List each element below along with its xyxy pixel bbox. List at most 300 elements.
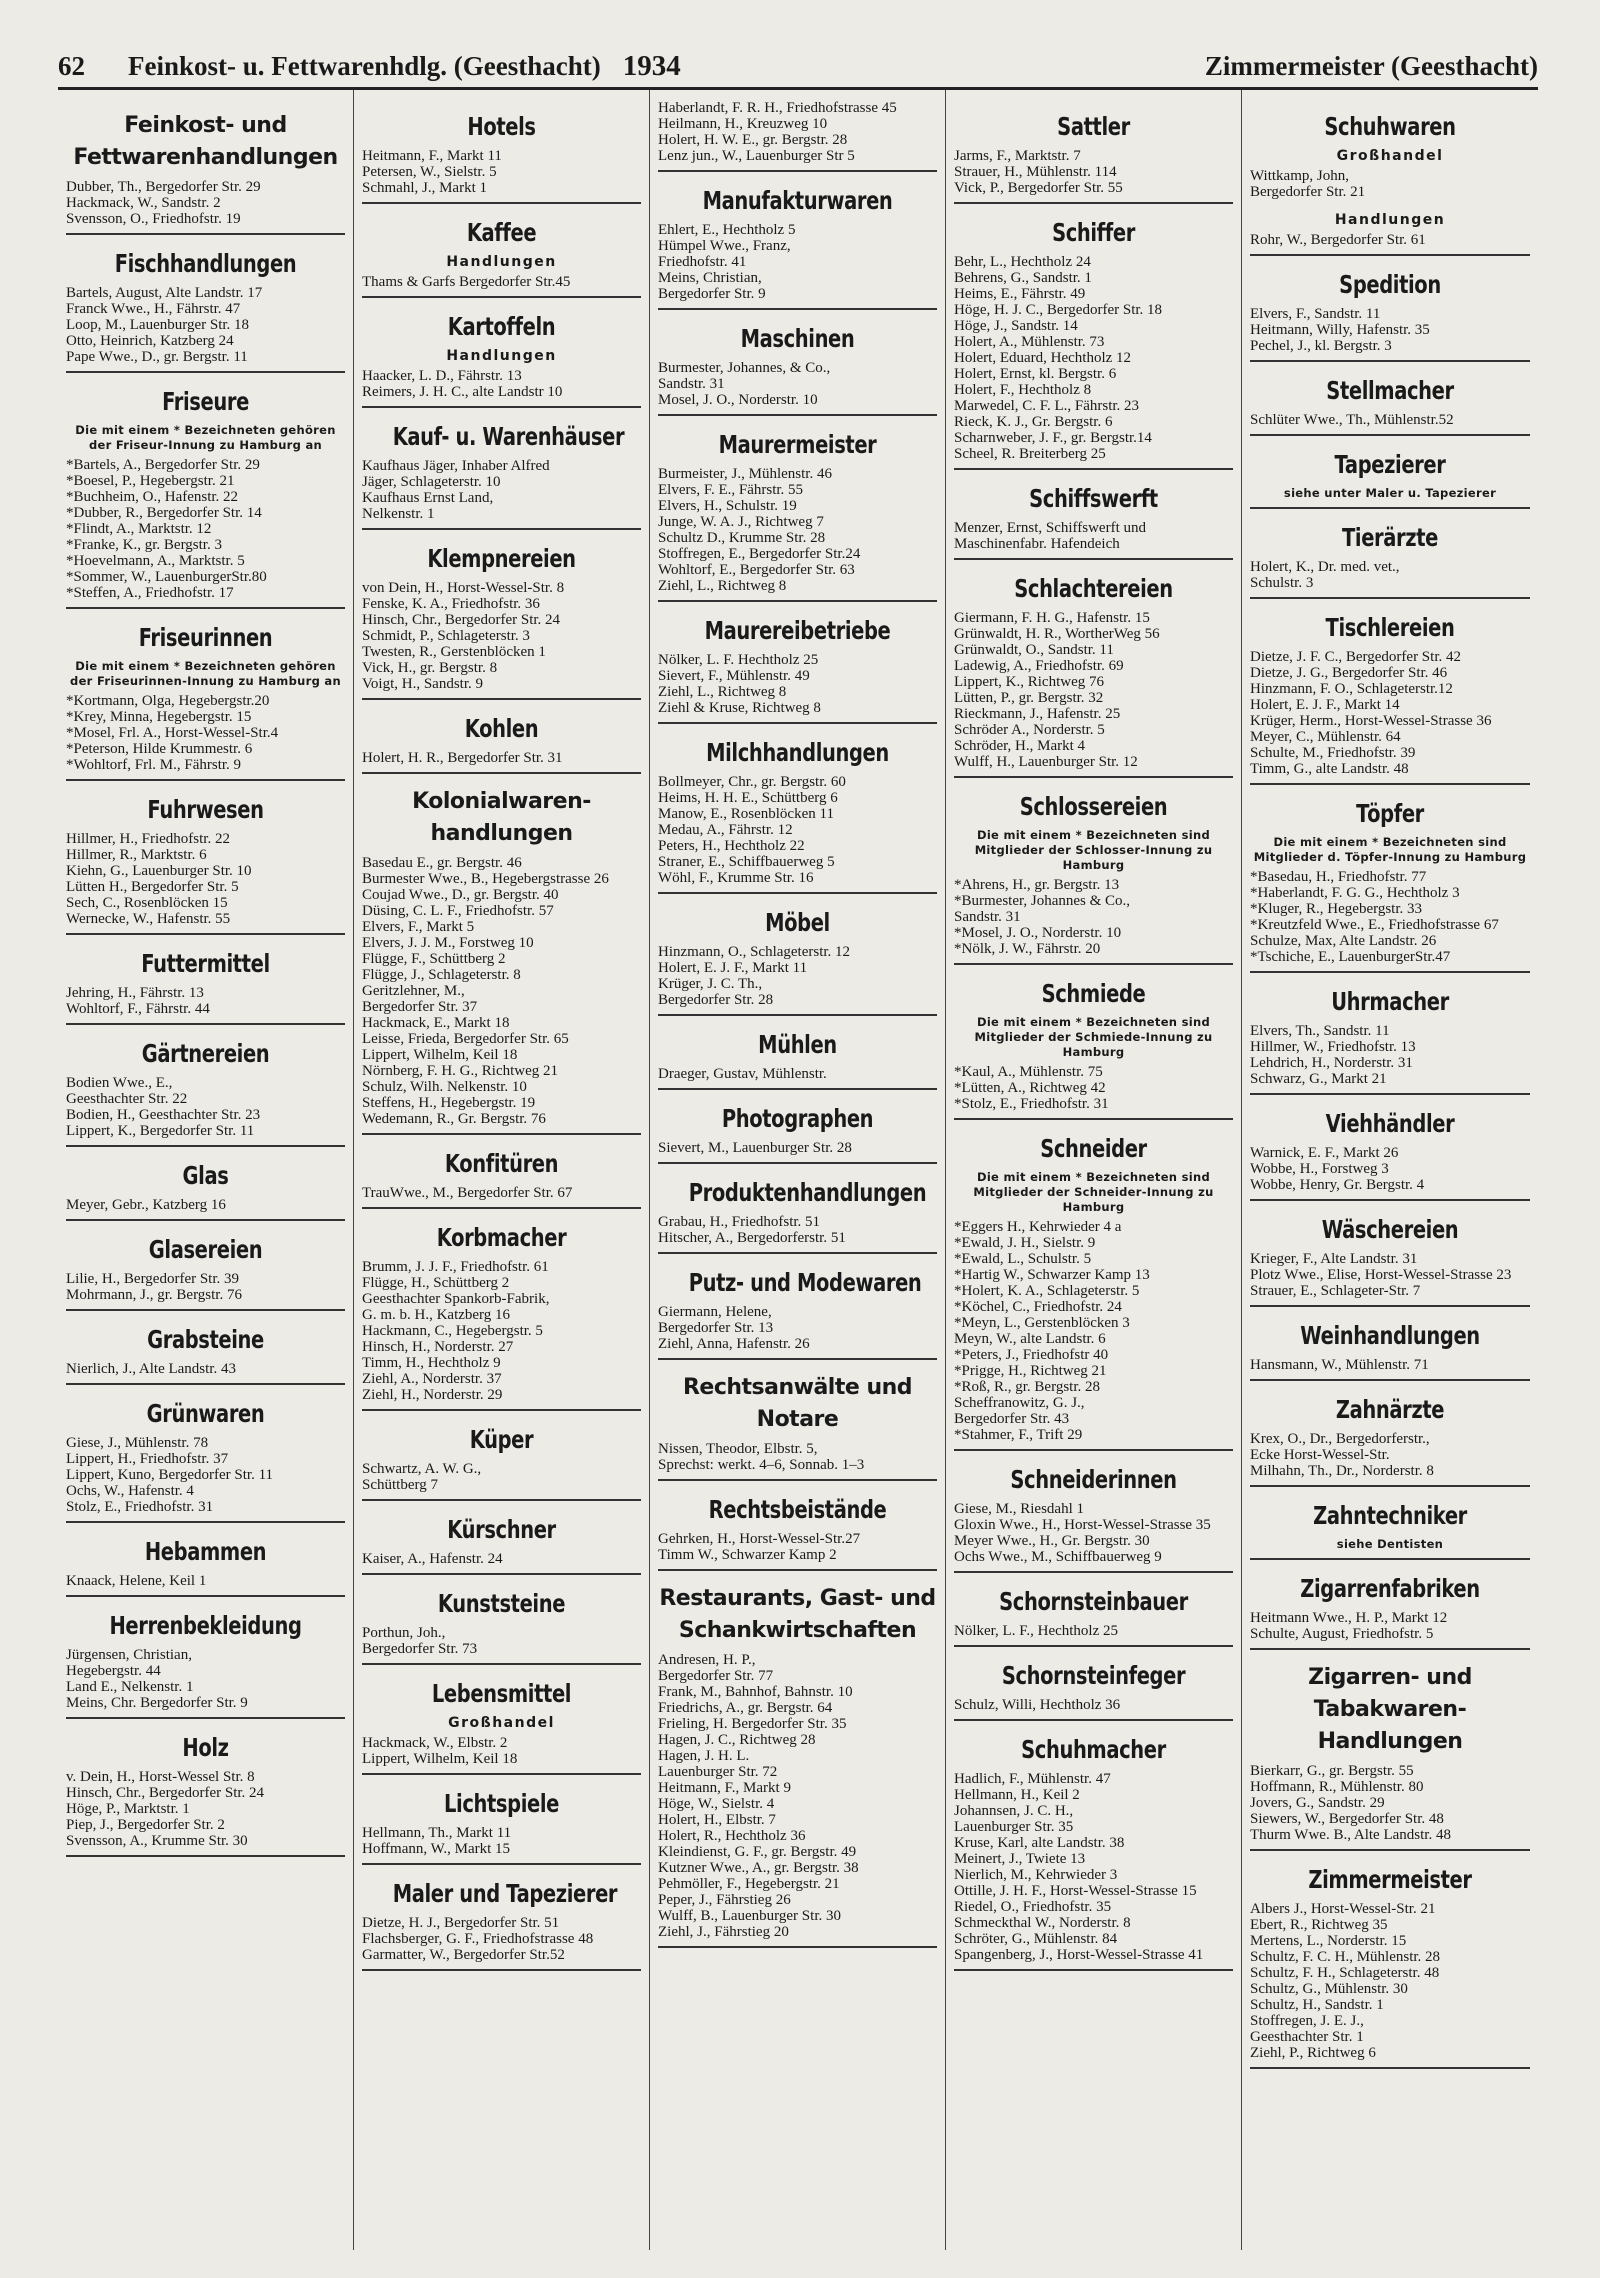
directory-entry: Nölker, L. F. Hechtholz 25 — [658, 652, 819, 668]
directory-section — [954, 790, 1233, 965]
directory-section — [1250, 1393, 1530, 1487]
section-note: Die mit einem * Bezeichneten sind Mitglieder der Schmiede-Innung zu Hamburg — [974, 1015, 1213, 1059]
directory-section — [362, 1147, 641, 1209]
directory-entry: Schultz, H., Sandstr. 1 — [1250, 1997, 1384, 2013]
section-divider — [658, 1162, 937, 1164]
directory-entry: Schröder A., Norderstr. 5 — [954, 722, 1105, 738]
directory-entry: Johannsen, J. C. H., — [954, 1803, 1074, 1819]
directory-entry: Wedemann, R., Gr. Bergstr. 76 — [362, 1111, 546, 1127]
directory-section — [658, 184, 937, 310]
directory-entry: *Roß, R., gr. Bergstr. 28 — [954, 1379, 1100, 1395]
section-divider — [66, 371, 345, 373]
directory-entry: Schultz, F. H., Schlageterstr. 48 — [1250, 1965, 1440, 1981]
directory-entry: Hagen, J. C., Richtweg 28 — [658, 1732, 816, 1748]
directory-entry: Hoffmann, W., Markt 15 — [362, 1841, 511, 1857]
directory-entry: Brumm, J. J. F., Friedhofstr. 61 — [362, 1259, 549, 1275]
directory-section — [658, 322, 937, 416]
section-note: siehe unter Maler u. Tapezierer — [1283, 486, 1497, 500]
directory-entry: Burmeister, J., Mühlenstr. 46 — [658, 466, 832, 482]
directory-section — [362, 1787, 641, 1865]
directory-section — [66, 110, 345, 235]
section-divider — [362, 528, 641, 530]
directory-entry: Mosel, J. O., Norderstr. 10 — [658, 392, 818, 408]
directory-entry: Schulte, August, Friedhofstr. 5 — [1250, 1626, 1434, 1642]
section-divider — [362, 296, 641, 298]
directory-entry: Voigt, H., Sandstr. 9 — [362, 676, 483, 692]
directory-entry: Rieckmann, J., Hafenstr. 25 — [954, 706, 1121, 722]
section-heading: Manufakturwaren — [702, 186, 893, 215]
directory-entry: Lehdrich, H., Norderstr. 31 — [1250, 1055, 1413, 1071]
section-divider — [954, 202, 1233, 204]
directory-entry: Rohr, W., Bergedorfer Str. 61 — [1250, 232, 1426, 248]
section-heading: Grünwaren — [146, 1399, 265, 1428]
section-divider — [66, 933, 345, 935]
directory-entry: Schlüter Wwe., Th., Mühlenstr.52 — [1250, 412, 1454, 428]
directory-entry: Geesthachter Str. 1 — [1250, 2029, 1364, 2045]
directory-entry: Krüger, Herm., Horst-Wessel-Strasse 36 — [1250, 713, 1492, 729]
directory-entry: *Flindt, A., Marktstr. 12 — [66, 521, 212, 537]
directory-entry: Hackmann, C., Hegebergstr. 5 — [362, 1323, 543, 1339]
section-note: siehe Dentisten — [1336, 1537, 1444, 1551]
section-heading: Uhrmacher — [1331, 987, 1449, 1016]
directory-entry: Gehrken, H., Horst-Wessel-Str.27 — [658, 1531, 861, 1547]
section-divider — [66, 779, 345, 781]
directory-entry: Holert, Eduard, Hechtholz 12 — [954, 350, 1132, 366]
directory-section — [1250, 1863, 1530, 2069]
directory-section — [66, 621, 345, 781]
directory-entry: Dietze, J. G., Bergedorfer Str. 46 — [1250, 665, 1448, 681]
section-heading: Mühlen — [758, 1030, 837, 1059]
directory-entry: Ochs Wwe., M., Schiffbauerweg 9 — [954, 1549, 1162, 1565]
directory-section — [362, 712, 641, 774]
directory-entry: Stoffregen, E., Bergedorfer Str.24 — [658, 546, 861, 562]
directory-section — [1250, 1213, 1530, 1307]
directory-section — [362, 1513, 641, 1575]
directory-section — [1250, 268, 1530, 362]
directory-section — [954, 572, 1233, 778]
directory-entry: Riedel, O., Friedhofstr. 35 — [954, 1899, 1112, 1915]
section-divider — [1250, 1199, 1530, 1201]
directory-entry: Holert, H. W. E., gr. Bergstr. 28 — [658, 132, 848, 148]
directory-entry: Schmahl, J., Markt 1 — [362, 180, 487, 196]
section-heading: Fuhrwesen — [147, 795, 264, 824]
directory-entry: *Franke, K., gr. Bergstr. 3 — [66, 537, 222, 553]
directory-entry: Vick, P., Bergedorfer Str. 55 — [954, 180, 1123, 196]
directory-section — [1250, 1319, 1530, 1381]
directory-entry: Bierkarr, G., gr. Bergstr. 55 — [1250, 1763, 1414, 1779]
section-divider — [66, 1145, 345, 1147]
directory-section — [658, 1583, 937, 1948]
directory-section — [1250, 110, 1530, 256]
directory-entry: Schultz D., Krumme Str. 28 — [658, 530, 826, 546]
section-divider — [66, 233, 345, 235]
directory-entry: Hansmann, W., Mühlenstr. 71 — [1250, 1357, 1429, 1373]
directory-entry: Hinzmann, F. O., Schlageterstr.12 — [1250, 681, 1453, 697]
directory-entry: *Peters, J., Friedhofstr 40 — [954, 1347, 1109, 1363]
directory-entry: Giese, M., Riesdahl 1 — [954, 1501, 1084, 1517]
directory-section — [1250, 985, 1530, 1095]
directory-section — [954, 1585, 1233, 1647]
directory-entry: Schulstr. 3 — [1250, 575, 1314, 591]
directory-entry: Frieling, H. Bergedorfer Str. 35 — [658, 1716, 847, 1732]
directory-entry: Krüger, J. C. Th., — [658, 976, 763, 992]
directory-entry: Schmeckthal W., Norderstr. 8 — [954, 1915, 1131, 1931]
section-heading: Tierärzte — [1341, 523, 1438, 552]
section-note: Die mit einem * Bezeichneten sind Mitglieder d. Töpfer-Innung zu Hamburg — [1253, 835, 1527, 864]
directory-entry: Timm, H., Hechtholz 9 — [362, 1355, 501, 1371]
directory-section — [658, 1266, 937, 1360]
directory-entry: Ochs, W., Hafenstr. 4 — [66, 1483, 194, 1499]
directory-entry: Andresen, H. P., — [658, 1652, 756, 1668]
directory-entry: Haberlandt, F. R. H., Friedhofstrasse 45 — [658, 100, 897, 116]
directory-entry: Manow, E., Rosenblöcken 11 — [658, 806, 834, 822]
directory-entry: *Mosel, J. O., Norderstr. 10 — [954, 925, 1122, 941]
directory-entry: Mohrmann, J., gr. Bergstr. 76 — [66, 1287, 242, 1303]
directory-entry: Jürgensen, Christian, — [66, 1647, 192, 1663]
section-divider — [1250, 507, 1530, 509]
section-divider — [362, 1573, 641, 1575]
directory-entry: Elvers, J. J. M., Forstweg 10 — [362, 935, 534, 951]
directory-entry: Behr, L., Hechtholz 24 — [954, 254, 1091, 270]
directory-section — [66, 1609, 345, 1719]
directory-entry: *Haberlandt, F. G. G., Hechtholz 3 — [1250, 885, 1460, 901]
directory-entry: Wobbe, Henry, Gr. Bergstr. 4 — [1250, 1177, 1425, 1193]
directory-section — [362, 110, 641, 204]
directory-entry: Knaack, Helene, Keil 1 — [66, 1573, 207, 1589]
directory-entry: Timm, G., alte Landstr. 48 — [1250, 761, 1409, 777]
directory-section — [362, 786, 641, 1135]
directory-entry: Kiehn, G., Lauenburger Str. 10 — [66, 863, 252, 879]
directory-entry: Warnick, E. F., Markt 26 — [1250, 1145, 1399, 1161]
section-heading: Schiffer — [1052, 218, 1135, 247]
directory-entry: Plotz Wwe., Elise, Horst-Wessel-Strasse 23 — [1250, 1267, 1512, 1283]
directory-entry: Hillmer, H., Friedhofstr. 22 — [66, 831, 230, 847]
directory-entry: Meyer, C., Mühlenstr. 64 — [1250, 729, 1401, 745]
directory-section — [66, 793, 345, 935]
directory-entry: Kruse, Karl, alte Landstr. 38 — [954, 1835, 1125, 1851]
section-divider — [362, 202, 641, 204]
directory-entry: Porthun, Joh., — [362, 1625, 446, 1641]
directory-entry: Flachsberger, G. F., Friedhofstrasse 48 — [362, 1931, 594, 1947]
section-divider — [362, 1969, 641, 1971]
directory-section — [1250, 374, 1530, 436]
section-heading: Glasereien — [148, 1235, 263, 1264]
directory-entry: Bollmeyer, Chr., gr. Bergstr. 60 — [658, 774, 846, 790]
section-divider — [658, 1014, 937, 1016]
directory-entry: Loop, M., Lauenburger Str. 18 — [66, 317, 250, 333]
directory-entry: Hinsch, H., Norderstr. 27 — [362, 1339, 514, 1355]
section-divider — [66, 1023, 345, 1025]
directory-entry: Marwedel, C. F. L., Fährstr. 23 — [954, 398, 1140, 414]
directory-entry: Stolz, E., Friedhofstr. 31 — [66, 1499, 214, 1515]
directory-entry: Siewers, W., Bergedorfer Str. 48 — [1250, 1811, 1444, 1827]
section-heading: Milchhandlungen — [706, 738, 889, 767]
section-heading: Klempnereien — [427, 544, 576, 573]
directory-entry: Bartels, August, Alte Landstr. 17 — [66, 285, 263, 301]
section-heading: Schornsteinbauer — [999, 1587, 1188, 1616]
section-heading: Zigarrenfabriken — [1300, 1574, 1480, 1603]
directory-entry: Schulz, Willi, Hechtholz 36 — [954, 1697, 1121, 1713]
directory-entry: Holert, H. R., Bergedorfer Str. 31 — [362, 750, 563, 766]
directory-entry: Nölker, L. F., Hechtholz 25 — [954, 1623, 1118, 1639]
section-heading: Kolonialwaren-handlungen — [412, 789, 591, 846]
directory-section — [658, 1493, 937, 1571]
column-2 — [354, 90, 650, 2250]
directory-entry: Hadlich, F., Mühlenstr. 47 — [954, 1771, 1111, 1787]
directory-entry: Pape Wwe., D., gr. Bergstr. 11 — [66, 349, 248, 365]
directory-section — [1250, 1499, 1530, 1560]
directory-entry: Dietze, H. J., Bergedorfer Str. 51 — [362, 1915, 560, 1931]
directory-entry: *Lütten, A., Richtweg 42 — [954, 1080, 1106, 1096]
section-heading: Herrenbekleidung — [109, 1611, 302, 1640]
directory-entry: Geesthachter Spankorb-Fabrik, — [362, 1291, 550, 1307]
directory-entry: *Burmester, Johannes & Co., — [954, 893, 1131, 909]
directory-section — [954, 110, 1233, 204]
directory-entry: Hinsch, Chr., Bergedorfer Str. 24 — [362, 612, 561, 628]
directory-entry: Bergedorfer Str. 43 — [954, 1411, 1070, 1427]
directory-entry: Petersen, W., Sielstr. 5 — [362, 164, 497, 180]
directory-section — [66, 1731, 345, 1857]
directory-entry: *Buchheim, O., Hafenstr. 22 — [66, 489, 239, 505]
directory-entry: Wulff, B., Lauenburger Str. 30 — [658, 1908, 841, 1924]
directory-entry: Jovers, G., Sandstr. 29 — [1250, 1795, 1385, 1811]
directory-entry: Hackmack, E., Markt 18 — [362, 1015, 510, 1031]
directory-section — [362, 216, 641, 298]
section-divider — [1250, 597, 1530, 599]
directory-section — [1250, 1662, 1530, 1851]
directory-entry: Milhahn, Th., Dr., Norderstr. 8 — [1250, 1463, 1434, 1479]
section-subheading: Handlungen — [446, 254, 557, 270]
directory-entry: TrauWwe., M., Bergedorfer Str. 67 — [362, 1185, 573, 1201]
directory-entry: Ziehl, Anna, Hafenstr. 26 — [658, 1336, 810, 1352]
directory-entry: Meins, Chr. Bergedorfer Str. 9 — [66, 1695, 248, 1711]
directory-entry: Timm W., Schwarzer Kamp 2 — [658, 1547, 837, 1563]
directory-entry: *Steffen, A., Friedhofstr. 17 — [66, 585, 234, 601]
directory-entry: Elvers, F., Sandstr. 11 — [1250, 306, 1381, 322]
directory-section — [66, 1397, 345, 1523]
section-heading: Korbmacher — [436, 1223, 567, 1252]
directory-entry: Kleindienst, G. F., gr. Bergstr. 49 — [658, 1844, 857, 1860]
directory-section — [954, 977, 1233, 1120]
section-divider — [362, 1133, 641, 1135]
directory-section — [362, 420, 641, 530]
section-divider — [1250, 1093, 1530, 1095]
directory-entry: Sprechst: werkt. 4–6, Sonnab. 1–3 — [658, 1457, 865, 1473]
directory-entry: *Ahrens, H., gr. Bergstr. 13 — [954, 877, 1120, 893]
directory-entry: Flügge, J., Schlageterstr. 8 — [362, 967, 521, 983]
section-divider — [66, 1595, 345, 1597]
section-heading: Wäschereien — [1321, 1215, 1459, 1244]
section-divider — [66, 1717, 345, 1719]
directory-entry: Flügge, F., Schüttberg 2 — [362, 951, 506, 967]
directory-entry: Düsing, C. L. F., Friedhofstr. 57 — [362, 903, 554, 919]
directory-entry: *Stahmer, F., Trift 29 — [954, 1427, 1083, 1443]
directory-entry: Elvers, F., Markt 5 — [362, 919, 475, 935]
section-divider — [658, 170, 937, 172]
directory-section — [658, 1102, 937, 1164]
directory-entry: *Prigge, H., Richtweg 21 — [954, 1363, 1107, 1379]
directory-entry: Sech, C., Rosenblöcken 15 — [66, 895, 228, 911]
directory-section — [66, 1233, 345, 1311]
directory-section — [1250, 1572, 1530, 1650]
directory-entry: Jarms, F., Marktstr. 7 — [954, 148, 1081, 164]
directory-entry: Ecke Horst-Wessel-Str. — [1250, 1447, 1390, 1463]
section-heading: Kaffee — [466, 218, 537, 247]
directory-section — [1250, 611, 1530, 785]
directory-entry: Lauenburger Str. 72 — [658, 1764, 778, 1780]
section-divider — [362, 698, 641, 700]
directory-section — [658, 614, 937, 724]
section-divider — [1250, 2067, 1530, 2069]
directory-entry: Nelkenstr. 1 — [362, 506, 435, 522]
section-divider — [658, 414, 937, 416]
directory-entry: Gloxin Wwe., H., Horst-Wessel-Strasse 35 — [954, 1517, 1211, 1533]
section-divider — [1250, 1379, 1530, 1381]
directory-entry: Bergedorfer Str. 77 — [658, 1668, 774, 1684]
directory-entry: *Bartels, A., Bergedorfer Str. 29 — [66, 457, 260, 473]
section-divider — [362, 1207, 641, 1209]
directory-section — [66, 1037, 345, 1147]
section-heading: Produktenhandlungen — [688, 1178, 927, 1207]
directory-entry: Lippert, H., Friedhofstr. 37 — [66, 1451, 229, 1467]
section-heading: Zimmermeister — [1308, 1865, 1472, 1894]
directory-entry: Wittkamp, John, — [1250, 168, 1349, 184]
section-divider — [1250, 254, 1530, 256]
directory-entry: Meins, Christian, — [658, 270, 762, 286]
directory-entry: Burmester Wwe., B., Hegebergstrasse 26 — [362, 871, 609, 887]
section-divider — [954, 776, 1233, 778]
directory-entry: Heitmann, Willy, Hafenstr. 35 — [1250, 322, 1430, 338]
directory-entry: Svensson, A., Krumme Str. 30 — [66, 1833, 248, 1849]
directory-entry: Lippert, K., Richtweg 76 — [954, 674, 1104, 690]
directory-entry: Giese, J., Mühlenstr. 78 — [66, 1435, 209, 1451]
directory-entry: *Basedau, H., Friedhofstr. 77 — [1250, 869, 1427, 885]
directory-entry: Schmidt, P., Schlageterstr. 3 — [362, 628, 530, 644]
section-heading: Viehhändler — [1325, 1109, 1455, 1138]
directory-entry: Sandstr. 31 — [658, 376, 725, 392]
directory-entry: Wohltorf, E., Bergedorfer Str. 63 — [658, 562, 855, 578]
section-divider — [66, 607, 345, 609]
directory-entry: Medau, A., Fährstr. 12 — [658, 822, 793, 838]
directory-section — [1250, 797, 1530, 973]
section-divider — [1250, 1485, 1530, 1487]
directory-section — [66, 385, 345, 609]
directory-section — [66, 947, 345, 1025]
directory-entry: Kaiser, A., Hafenstr. 24 — [362, 1551, 503, 1567]
directory-entry: Nierlich, J., Alte Landstr. 43 — [66, 1361, 236, 1377]
column-4 — [946, 90, 1242, 2250]
directory-entry: *Stolz, E., Friedhofstr. 31 — [954, 1096, 1109, 1112]
section-divider — [658, 1252, 937, 1254]
section-heading: Zahntechniker — [1313, 1501, 1467, 1530]
directory-entry: Ebert, R., Richtweg 35 — [1250, 1917, 1388, 1933]
section-divider — [1250, 434, 1530, 436]
section-heading: Maler und Tapezierer — [392, 1879, 618, 1908]
section-heading: Gärtnereien — [141, 1039, 270, 1068]
directory-section — [658, 428, 937, 602]
directory-entry: Strauer, H., Mühlenstr. 114 — [954, 164, 1117, 180]
section-heading: Kohlen — [464, 714, 539, 743]
section-divider — [658, 1088, 937, 1090]
directory-entry: *Nölk, J. W., Fährstr. 20 — [954, 941, 1101, 957]
directory-entry: Hoffmann, R., Mühlenstr. 80 — [1250, 1779, 1424, 1795]
directory-section — [658, 906, 937, 1016]
directory-entry: Hellmann, Th., Markt 11 — [362, 1825, 512, 1841]
section-divider — [658, 1479, 937, 1481]
section-heading: Grabsteine — [147, 1325, 264, 1354]
directory-entry: Vick, H., gr. Bergstr. 8 — [362, 660, 498, 676]
directory-entry: Elvers, F. E., Fährstr. 55 — [658, 482, 804, 498]
directory-entry: Heims, H. H. E., Schüttberg 6 — [658, 790, 838, 806]
section-subheading: Handlungen — [446, 348, 557, 364]
section-heading: Küper — [469, 1425, 534, 1454]
section-heading: Kürschner — [447, 1515, 556, 1544]
directory-entry: Garmatter, W., Bergedorfer Str.52 — [362, 1947, 565, 1963]
directory-entry: Hackmack, W., Elbstr. 2 — [362, 1735, 508, 1751]
directory-entry: Steffens, H., Hegebergstr. 19 — [362, 1095, 536, 1111]
directory-entry: Schultz, F. C. H., Mühlenstr. 28 — [1250, 1949, 1441, 1965]
section-heading: Spedition — [1339, 270, 1441, 299]
section-divider — [362, 406, 641, 408]
section-divider — [658, 892, 937, 894]
section-heading: Schornsteinfeger — [1001, 1661, 1186, 1690]
directory-entry: Bodien Wwe., E., — [66, 1075, 173, 1091]
directory-entry: Schröder, H., Markt 4 — [954, 738, 1086, 754]
section-heading: Feinkost- und Fettwarenhandlungen — [73, 113, 338, 170]
directory-section — [954, 1132, 1233, 1451]
directory-entry: Nörnberg, F. H. G., Richtweg 21 — [362, 1063, 559, 1079]
directory-section — [1250, 1107, 1530, 1201]
directory-entry: *Kortmann, Olga, Hegebergstr.20 — [66, 693, 270, 709]
directory-entry: Schulze, Max, Alte Landstr. 26 — [1250, 933, 1437, 949]
directory-entry: Ziehl, A., Norderstr. 37 — [362, 1371, 502, 1387]
section-heading: Kartoffeln — [447, 312, 556, 341]
directory-entry: Ladewig, A., Friedhofstr. 69 — [954, 658, 1124, 674]
section-divider — [362, 1863, 641, 1865]
directory-section — [658, 100, 937, 172]
directory-entry: Schüttberg 7 — [362, 1477, 438, 1493]
section-divider — [1250, 1305, 1530, 1307]
directory-entry: Hillmer, R., Marktstr. 6 — [66, 847, 207, 863]
directory-entry: Holert, Ernst, kl. Bergstr. 6 — [954, 366, 1117, 382]
directory-entry: Schwartz, A. W. G., — [362, 1461, 482, 1477]
section-note: Die mit einem * Bezeichneten sind Mitglieder der Schneider-Innung zu Hamburg — [973, 1170, 1214, 1214]
section-divider — [954, 468, 1233, 470]
page-header — [58, 50, 1538, 90]
directory-entry: Sandstr. 31 — [954, 909, 1021, 925]
directory-entry: Kaufhaus Ernst Land, — [362, 490, 494, 506]
directory-section — [362, 310, 641, 408]
directory-entry: Twesten, R., Gerstenblöcken 1 — [362, 644, 546, 660]
directory-entry: von Dein, H., Horst-Wessel-Str. 8 — [362, 580, 565, 596]
directory-entry: *Meyn, L., Gerstenblöcken 3 — [954, 1315, 1130, 1331]
directory-entry: Lütten, P., gr. Bergstr. 32 — [954, 690, 1104, 706]
directory-entry: Geritzlehner, M., — [362, 983, 465, 999]
section-divider — [954, 558, 1233, 560]
section-heading: Maurereibetriebe — [704, 616, 891, 645]
directory-section — [658, 736, 937, 894]
section-divider — [362, 1773, 641, 1775]
directory-section — [954, 1659, 1233, 1721]
directory-entry: Fenske, K. A., Friedhofstr. 36 — [362, 596, 540, 612]
directory-entry: Geesthachter Str. 22 — [66, 1091, 188, 1107]
directory-entry: Scheffranowitz, G. J., — [954, 1395, 1085, 1411]
directory-entry: Spangenberg, J., Horst-Wessel-Strasse 41 — [954, 1947, 1204, 1963]
section-divider — [66, 1219, 345, 1221]
column-1 — [58, 90, 354, 2250]
directory-section — [954, 1733, 1233, 1971]
directory-entry: Kaufhaus Jäger, Inhaber Alfred — [362, 458, 550, 474]
